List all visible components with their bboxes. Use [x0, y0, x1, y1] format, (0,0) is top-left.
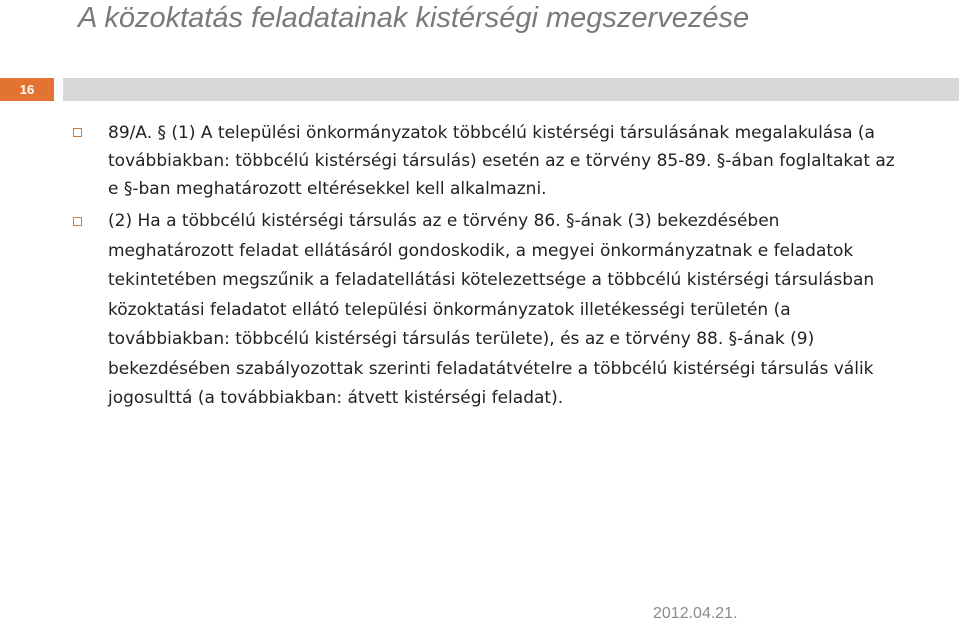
- slide-date: 2012.04.21.: [653, 605, 738, 622]
- square-bullet-icon: [73, 217, 82, 226]
- slide-number-badge: 16: [0, 78, 54, 101]
- square-bullet-icon: [73, 128, 82, 137]
- bullet-text-2: (2) Ha a többcélú kistérségi társulás az e törvény 86. §-ának (3) bekezdésében meghatározott feladat ellátásáról gondoskodik, a megyei önkormányzatnak e feladatok tekintetében megszűnik a feladatellátási kötelezettsége a többcélú kistérségi társulásban közoktatási feladatot ellátó települési önkormányzatok illetékességi területén (a továbbiakban: többcélú kistérségi társulás területe), és az e törvény 88. §-ának (9) bekezdésében szabályozottak szerinti feladatátvételre a többcélú kistérségi társulás válik jogosulttá (a továbbiakban: átvett kistérségi feladat).: [108, 211, 875, 408]
- slide-title: A közoktatás feladatainak kistérségi megszervezése: [78, 2, 750, 34]
- bullet-item-1: [70, 119, 900, 203]
- header-bar: [63, 78, 959, 101]
- bullet-item-2: [70, 207, 900, 414]
- bullet-text-1: 89/A. § (1) A települési önkormányzatok többcélú kistérségi társulásának megalakulása (a továbbiakban: többcélú kistérségi társulás) esetén az e törvény 85-89. §-ában foglaltakat az e §-ban meghatározott eltérésekkel kell alkalmazni.: [108, 123, 895, 199]
- slide-content: [70, 119, 900, 414]
